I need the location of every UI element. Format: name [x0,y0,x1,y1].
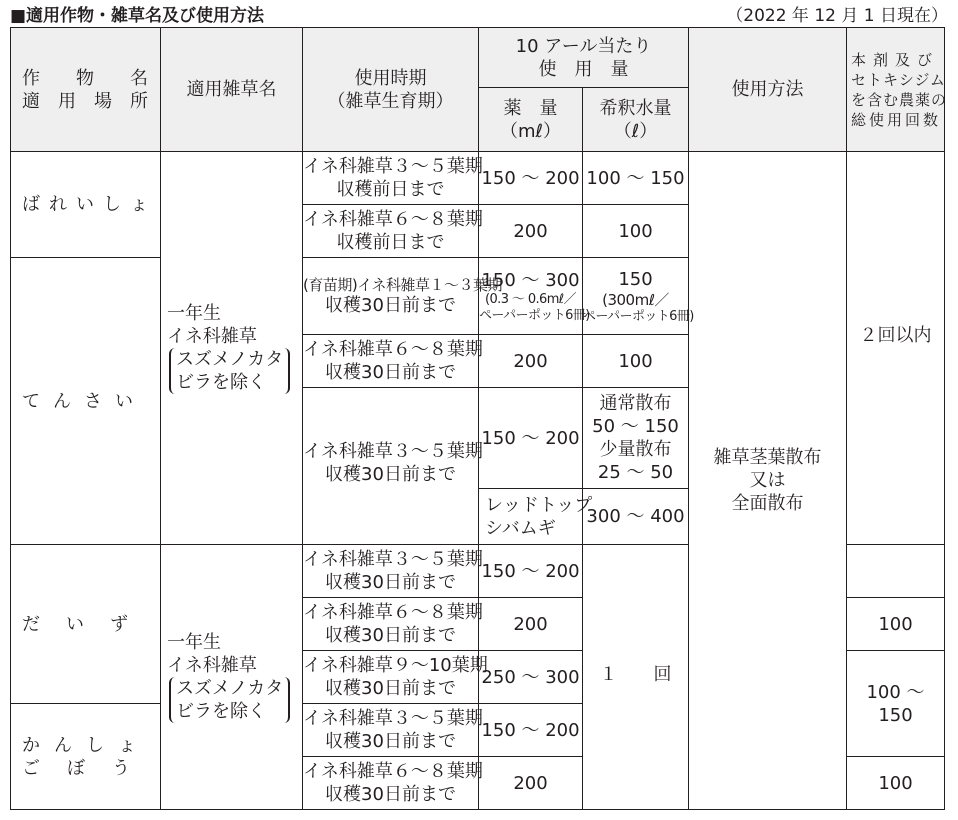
weed-annual-grass-a: 一年生 イネ科雑草 スズメノカタ ビラを除く [161,152,303,545]
crop-kansho-gobo: かんしょ ごぼう [11,704,161,810]
page-header [10,1,948,25]
water-amount: 100 [847,757,945,810]
chemical-amount: 300 ～ 400 [583,489,689,545]
chemical-amount: 150 ～ 200 [479,152,583,205]
header-timing: 使用時期 （雑草生育期） [303,28,479,152]
date-note: （2022 年 12 月 1 日現在） [726,6,948,26]
usage-method: 雑草茎葉散布 又は 全面散布 [689,152,847,810]
section-title: ■適用作物・雑草名及び使用方法 [10,6,265,26]
chemical-amount: 150 ～ 300 (0.3 ～ 0.6mℓ／ ペーパーポット6冊) [479,258,583,335]
crop-daizu: だいず [11,545,161,704]
header-crop: 作 物 名 適 用 場 所 [11,28,161,152]
timing-cell: イネ科雑草３～５葉期 収穫前日まで [303,152,479,205]
weed-redtop-shibamugi: レッドトップ シバムギ [479,489,583,545]
chemical-amount: 200 [479,598,583,651]
chemical-amount: 200 [479,757,583,810]
water-amount: 100 [847,598,945,651]
total-uses-second: １ 回 [583,545,689,810]
water-amount: 100 [583,205,689,258]
header-amount: 10 アール当たり 使 用 量 [479,28,689,88]
timing-cell: イネ科雑草３～５葉期 収穫30日前まで [303,388,479,545]
timing-cell: イネ科雑草６～８葉期 収穫30日前まで [303,757,479,810]
chemical-amount: 200 [479,205,583,258]
timing-cell: イネ科雑草６～８葉期 収穫30日前まで [303,598,479,651]
timing-cell: イネ科雑草３～５葉期 収穫30日前まで [303,704,479,757]
water-amount: 100 ～ 150 [847,651,945,757]
crop-tensai: てんさい [11,258,161,545]
water-amount: 150 (300mℓ／ ペーパーポット6冊) [583,258,689,335]
chemical-amount: 150 ～ 200 [479,388,583,489]
water-amount: 100 [583,335,689,388]
chemical-amount: 200 [479,335,583,388]
chemical-amount: 150 ～ 200 [479,545,583,598]
header-total-uses: 本剤及び セトキシジム を含む農薬の 総使用回数 [847,28,945,152]
header-water: 希釈水量 （ℓ） [583,88,689,152]
timing-cell: イネ科雑草６～８葉期 収穫30日前まで [303,335,479,388]
timing-cell: (育苗期)イネ科雑草１～３葉期 収穫30日前まで [303,258,479,335]
header-chemical: 薬 量 （mℓ） [479,88,583,152]
header-method: 使用方法 [689,28,847,152]
chemical-amount: 250 ～ 300 [479,651,583,704]
chemical-amount: 150 ～ 200 [479,704,583,757]
total-uses-first: ２回以内 [847,152,945,545]
usage-table [10,27,948,810]
water-amount: 通常散布 50 ～ 150 少量散布 25 ～ 50 [583,388,689,489]
timing-cell: イネ科雑草３～５葉期 収穫30日前まで [303,545,479,598]
exclusion-bracket: スズメノカタ ビラを除く [169,677,290,723]
exclusion-bracket: スズメノカタ ビラを除く [169,348,290,394]
timing-cell: イネ科雑草６～８葉期 収穫前日まで [303,205,479,258]
header-weed: 適用雑草名 [161,28,303,152]
water-amount: 100 ～ 150 [583,152,689,205]
timing-cell: イネ科雑草９～10葉期 収穫30日前まで [303,651,479,704]
crop-bareisho: ばれいしょ [11,152,161,258]
weed-annual-grass-b: 一年生 イネ科雑草 スズメノカタ ビラを除く [161,545,303,810]
